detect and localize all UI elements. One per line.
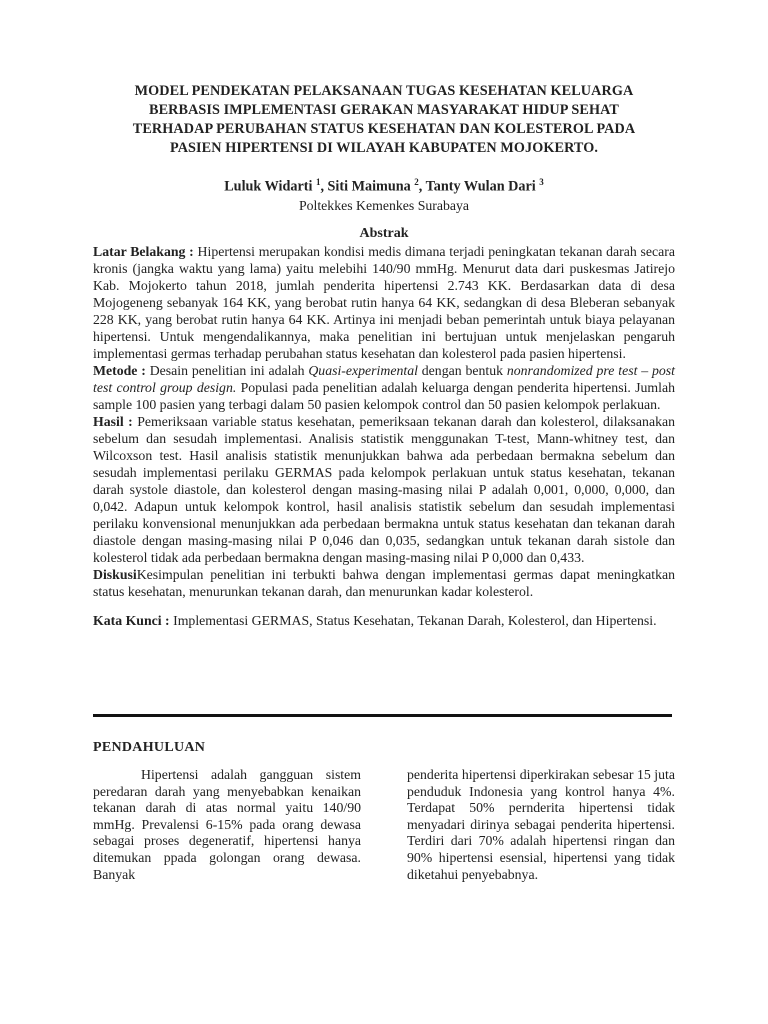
method-text: Populasi pada penelitian adalah keluarga dengan penderita hipertensi. Jumlah sample 100 pasien yang terbagi dalam 50 pasien kelompok control dan 50 pasien kelompok perlakuan. <box>93 379 675 412</box>
author-name: Luluk Widarti <box>224 178 313 195</box>
section-divider <box>93 714 672 717</box>
method-text: dengan bentuk <box>417 362 507 378</box>
author-name: Tanty Wulan Dari <box>425 178 536 195</box>
method-label: Metode : <box>93 362 146 378</box>
affiliation: Poltekkes Kemenkes Surabaya <box>298 197 470 213</box>
abstract-result <box>93 413 675 566</box>
author-affiliation-marker: 3 <box>539 177 544 187</box>
method-design-name: nonrandomized pre test – post test control group design. <box>93 362 675 395</box>
title-line: PASIEN HIPERTENSI DI WILAYAH KABUPATEN MOJOKERTO. <box>169 140 599 156</box>
author-affiliation-marker: 1 <box>315 177 321 187</box>
discussion-label: Diskusi <box>93 566 137 582</box>
abstract-background <box>93 243 675 362</box>
intro-column-right: penderita hipertensi diperkirakan sebesar 15 juta penduduk Indonesia yang kontrol hanya 4%. Terdapat 50% pernderita hipertensi tidak menyadari dirinya sebagai penderita hipertensi. Terdiri dari 70% adalah hipertensi ringan dan 90% hipertensi esensial, hipertensi yang tidak diketahui penyebabnya. <box>407 767 675 882</box>
abstract-method <box>93 362 675 413</box>
keywords <box>93 612 675 629</box>
author-list: Luluk Widarti $^1$, Siti Maimuna $^2$, Tanty Wulan Dari $^3$ <box>224 177 544 195</box>
method-text: Desain penelitian ini adalah <box>145 362 309 378</box>
discussion-text: Kesimpulan penelitian ini terbukti bahwa dengan implementasi germas dapat meningkatkan status kesehatan, menurunkan tekanan darah, dan menurunkan kadar kolesterol. <box>93 566 675 599</box>
title-line: TERHADAP PERUBAHAN STATUS KESEHATAN DAN KOLESTEROL PADA <box>132 121 636 137</box>
paper-page <box>93 82 675 629</box>
result-label: Hasil : <box>93 413 133 429</box>
abstract-heading: Abstrak <box>359 225 409 241</box>
method-design-term: Quasi-experimental <box>308 362 418 378</box>
keywords-text: Implementasi GERMAS, Status Kesehatan, Tekanan Darah, Kolesterol, dan Hipertensi. <box>169 612 657 628</box>
section-heading: PENDAHULUAN <box>93 740 206 755</box>
paper-title <box>93 82 675 158</box>
result-text: Pemeriksaan variable status kesehatan, pemeriksaan tekanan darah dan kolesterol, dilaksanakan sebelum dan sesudah implementasi. Analisis statistik menggunakan T-test, Mann-whitney test, dan Wilcoxson test. Hasil analisis statistik menunjukkan bahwa ada perbedaan bermakna sebelum dan sesudah implementasi perilaku GERMAS pada kelompok perlakuan untuk status kesehatan, tekanan darah systole diastole, dan kolesterol dengan masing-masing nilai P adalah 0,001, 0,000, 0,000, dan 0,042. Adapun untuk kelompok kontrol, hasil analisis statistik sebelum dan sesudah implementasi perilaku konvensional menunjukkan ada perbedaan bermakna untuk status kesehatan dan tekanan darah diastole dengan masing-masing nilai P 0,046 dan 0,035, sedangkan untuk tekanan darah sistole dan kolesterol tidak ada perbedaan bermakna dengan masing-masing nilai P 0,000 dan 0,433. <box>93 413 675 565</box>
background-text: Hipertensi merupakan kondisi medis dimana terjadi peningkatan tekanan darah secara kronis (jangka waktu yang lama) yaitu melebihi 140/90 mmHg. Menurut data dari puskesmas Jatirejo Kab. Mojokerto tahun 2018, jumlah penderita hipertensi 2.743 KK. Berdasarkan data di desa Mojogeneng sebanyak 164 KK, yang berobat rutin hanya 64 KK, sedangkan di desa Bleberan sebanyak 228 KK, yang berobat rutin hanya 64 KK. Artinya ini menjadi beban pemerintah untuk biaya pelayanan hipertensi. Untuk mengendalikannya, maka penelitian ini bertujuan untuk menjelaskan pengaruh implementasi germas terhadap perubahan status kesehatan dan kolesterol pada pasien hipertensi. <box>93 243 675 361</box>
author-affiliation-marker: 2 <box>414 177 419 187</box>
intro-column-left: Hipertensi adalah gangguan sistem peredaran darah yang menyebabkan kenaikan tekanan darah di atas normal yaitu 140/90 mmHg. Prevalensi 6-15% pada orang dewasa sebagai proses degeneratif, hipertensi hanya ditemukan ppada golongan orang dewasa. Banyak <box>93 767 361 882</box>
abstract-body <box>93 243 675 629</box>
title-line: BERBASIS IMPLEMENTASI GERAKAN MASYARAKAT HIDUP SEHAT <box>149 102 619 118</box>
author-name: Siti Maimuna <box>327 178 411 195</box>
abstract-discussion <box>93 566 675 600</box>
title-line: MODEL PENDEKATAN PELAKSANAAN TUGAS KESEHATAN KELUARGA <box>134 83 634 99</box>
background-label: Latar Belakang : <box>93 243 194 259</box>
keywords-label: Kata Kunci : <box>93 612 170 628</box>
